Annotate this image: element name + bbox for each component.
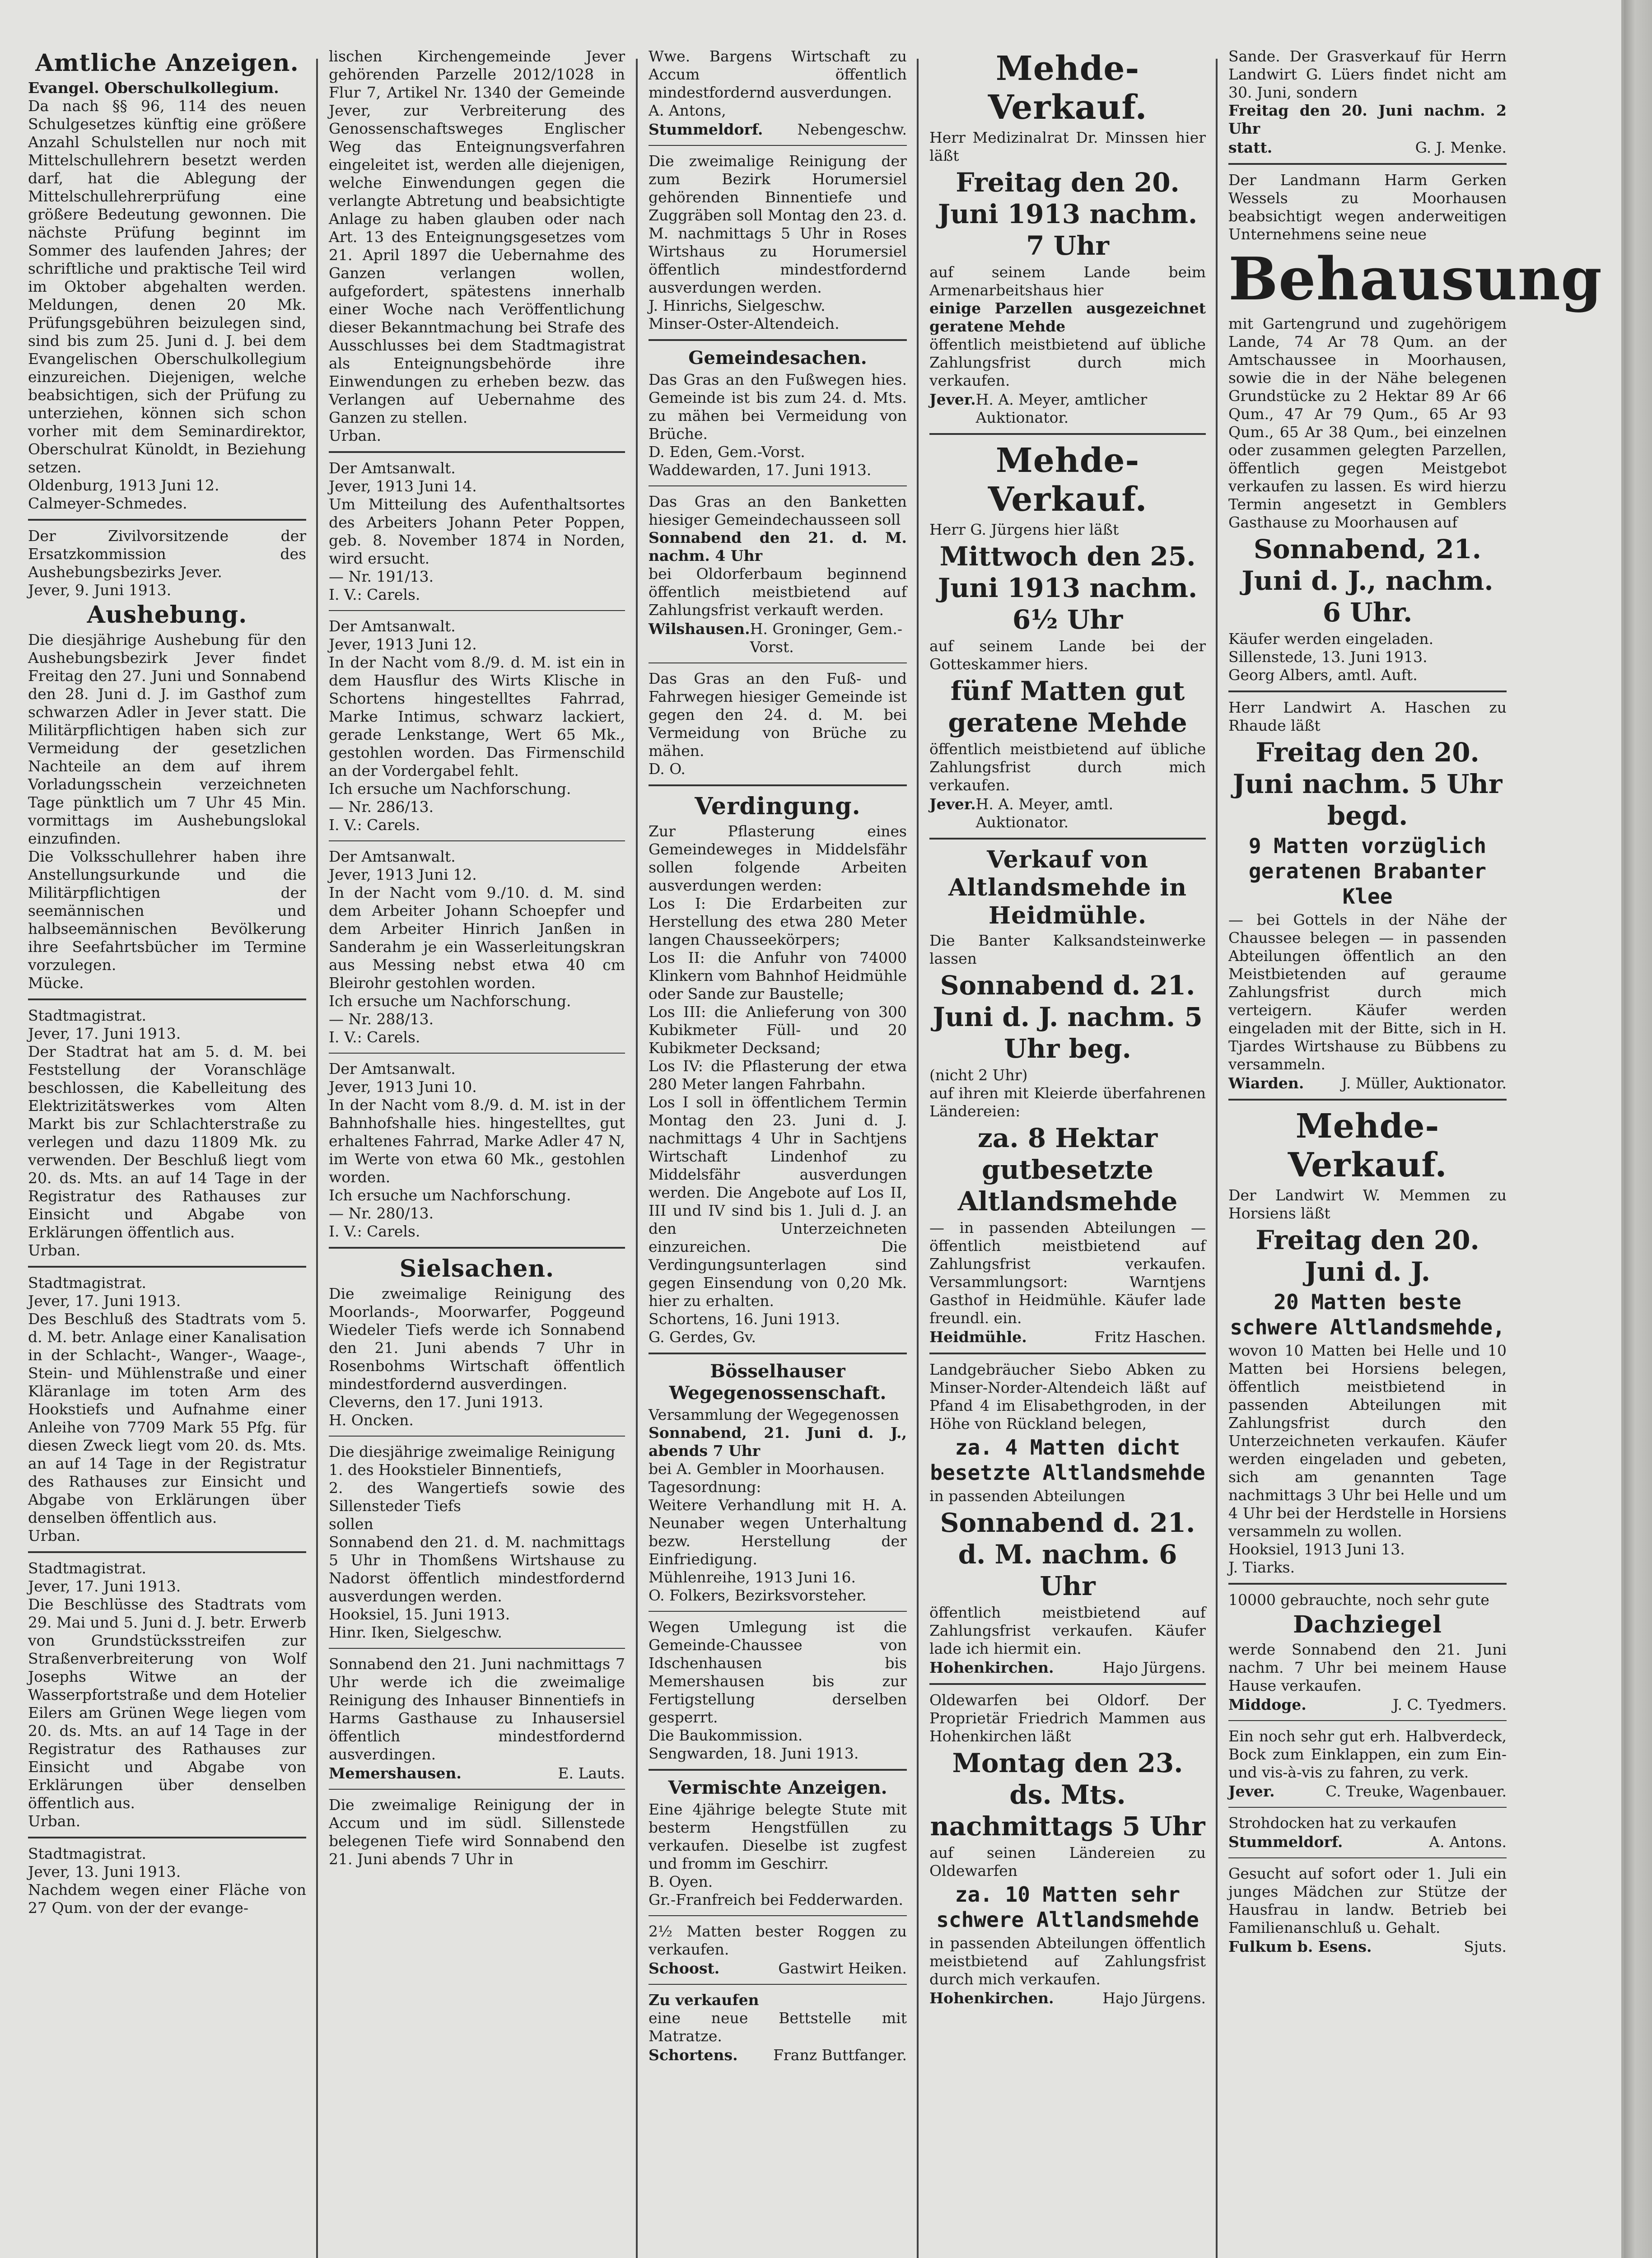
notice-place: Minser-Oster-Altendeich. (649, 315, 840, 332)
notice-body: Die Volksschullehrer haben ihre Anstellungsurkunde und die Militärpflichtigen der seemännischen und halbseemännischen Bevölkerung ihre Seefahrtsbücher im Termine vorzulegen. (28, 848, 306, 974)
ad-date-emphasis: Freitag den 20. Juni nachm. 5 Uhr begd. (1232, 737, 1503, 831)
notice-body: Das Gras an den Banketten hiesiger Gemeindechausseen soll (649, 493, 907, 528)
list-item: sollen (329, 1515, 373, 1533)
column-rule (316, 59, 318, 2258)
notice-signature: I. V.: Carels. (329, 1028, 420, 1046)
column-2 (319, 47, 635, 2258)
ad-signature: A. Antons. (1429, 1833, 1507, 1851)
notice-heading: Verdingung. (695, 793, 861, 820)
ad-date-emphasis: Sonnabend d. 21. d. M. nachm. 6 Uhr (940, 1507, 1195, 1601)
notice-date: Jever, 13. Juni 1913. (28, 1863, 181, 1880)
divider (1228, 1807, 1507, 1808)
ad-signature-line (649, 1959, 907, 1978)
ad-place: Fulkum b. Esens. (1228, 1938, 1372, 1955)
notice-signature: Urban. (28, 1241, 81, 1259)
ad-signature: J. Müller, Auktionator. (1341, 1074, 1507, 1092)
ad-item-emphasis: za. 4 Matten dicht besetzte Altlandsmehde (930, 1435, 1205, 1485)
ad-place: Schoost. (649, 1959, 720, 1977)
notice-date: Jever, 1913 Juni 10. (329, 1078, 477, 1096)
divider (649, 1915, 907, 1916)
notice-date: Jever, 1913 Juni 12. (329, 635, 477, 653)
ad-body: Landgebräucher Siebo Abken zu Minser-Norder-Altendeich läßt auf Pfand 4 im Elisabethgroden, in der Höhe von Rückland belegen, (929, 1361, 1206, 1432)
divider (649, 1769, 907, 1771)
divider (649, 485, 907, 486)
ad-body: Oldewarfen bei Oldorf. Der Proprietär Friedrich Mammen aus Hohenkirchen läßt (929, 1691, 1206, 1745)
ad-signature: Georg Albers, amtl. Auft. (1228, 666, 1418, 684)
ad-place: Middoge. (1228, 1696, 1307, 1713)
list-item: Los II: die Anfuhr von 74000 Klinkern vom Bahnhof Heidmühle oder Sande zur Baustelle; (649, 949, 907, 1003)
notice-signature: H. Oncken. (329, 1411, 414, 1429)
notice-body: Die zweimalige Reinigung der in Accum und im südl. Sillenstede belegenen Tiefe wird Sonnabend den 21. Juni abends 7 Uhr in (329, 1796, 625, 1868)
ad-signature-line (1228, 1833, 1507, 1851)
divider (329, 1789, 625, 1790)
ad-body: Die Banter Kalksandsteinwerke lassen (929, 932, 1206, 967)
notice-body: Die diesjährige zweimalige Reinigung (329, 1443, 616, 1460)
ad-date-emphasis: Sonnabend d. 21. Juni d. J. nachm. 5 Uhr beg. (933, 970, 1203, 1064)
notice-heading: Der Amtsanwalt. (329, 1060, 456, 1078)
notice-place: Memershausen. (329, 1764, 462, 1782)
notice-sielsachen (329, 1285, 625, 1429)
ad-strohdocken (1228, 1814, 1507, 1851)
notice-signature: Hinr. Iken, Sielgeschw. (329, 1624, 502, 1641)
notice-agenda-label: Tagesordnung: (649, 1478, 761, 1496)
notice-body: Da nach §§ 96, 114 des neuen Schulgesetzes künftig eine größere Anzahl Schulstellen nur noch mit Mittelschullehrern besetzt werden darf, hat die Ablegung der Mittelschullehrerprüfung eine größere Bedeutung gewonnen. Die nächste Prüfung beginnt im Sommer des laufenden Jahres; der schriftliche und praktische Teil wird im Oktober abgehalten werden. Meldungen, denen 20 Mk. Prüfungsgebühren beizulegen sind, sind bis zum 25. Juni d. J. bei dem Evangelischen Oberschulkollegium einzureichen. Diejenigen, welche beabsichtigen, sich der Prüfung zu unterziehen, können sich schon vorher mit dem Seminardirektor, Oberschulrat Künoldt, in Beziehung setzen. (28, 97, 306, 476)
notice-date: Waddewarden, 17. Juni 1913. (649, 461, 872, 479)
ad-body: in passenden Abteilungen (929, 1487, 1125, 1505)
page-edge (1624, 0, 1652, 2258)
ad-body: Herr G. Jürgens hier läßt (929, 521, 1119, 538)
divider (929, 433, 1206, 435)
divider (28, 1551, 306, 1553)
notice-date: Jever, 1913 Juni 12. (329, 866, 477, 883)
notice-reference: — Nr. 191/13. (329, 568, 434, 585)
notice-heading: Stadtmagistrat. (28, 1274, 146, 1292)
notice-request: Ich ersuche um Nachforschung. (329, 992, 571, 1010)
ad-item-emphasis: za. 8 Hektar gutbesetzte Altlandsmehde (957, 1123, 1178, 1217)
notice-signature: Calmeyer-Schmedes. (28, 495, 187, 512)
notice-body: Sonnabend den 21. d. M. nachmittags 5 Uhr in Thomßens Wirtshause zu Nadorst öffentlich mindestfordernd ausverdungen werden. (329, 1533, 625, 1605)
ad-place: Heidmühle. (929, 1328, 1027, 1346)
ad-signature: Hajo Jürgens. (1102, 1659, 1206, 1676)
notice-date-emphasis: Sonnabend, 21. Juni d. J., abends 7 Uhr (649, 1424, 907, 1460)
notice-heading: Stadtmagistrat. (28, 1007, 146, 1024)
ad-place: Gr.-Franfreich bei Fedderwarden. (649, 1891, 904, 1908)
ad-body: 10000 gebrauchte, noch sehr gute (1228, 1591, 1489, 1609)
list-item: Los IV: die Pflasterung der etwa 280 Meter langen Fahrbahn. (649, 1057, 907, 1093)
ad-dachziegel (1228, 1591, 1507, 1714)
divider (1228, 1583, 1507, 1585)
ad-behausung (1228, 171, 1602, 684)
notice-heading: Der Amtsanwalt. (329, 617, 456, 635)
notice-place: Wilshausen. (649, 620, 750, 638)
divider (649, 339, 907, 341)
notice-body: Zur Pflasterung eines Gemeindeweges in Middelsfähr sollen folgende Arbeiten ausverdungen werden: (649, 822, 907, 894)
notice-date: Jever, 17. Juni 1913. (28, 1025, 181, 1042)
ad-place: Jever. (929, 795, 976, 813)
ad-signature-line (929, 795, 1206, 831)
notice-body: Die diesjährige Aushebung für den Aushebungsbezirk Jever findet Freitag den 27. Juni und Sonnabend den 28. Juni d. J. im Gasthof zum schwarzen Adler in Jever statt. Die Militärpflichtigen haben sich zur Vermeidung der gesetzlichen Nachteile an dem auf ihrem Vorladungsschein verzeichneten Tage pünktlich um 7 Uhr 45 Min. vormittags im Aushebungslokal einzufinden. (28, 631, 306, 847)
ad-elisabethgroden (929, 1361, 1206, 1677)
ad-signature: C. Treuke, Wagenbauer. (1325, 1782, 1507, 1800)
ad-signature: Hajo Jürgens. (1102, 1989, 1206, 2007)
ad-body: auf seinem Lande beim Armenarbeitshaus hier (929, 263, 1206, 299)
ad-signature: J. Tiarks. (1228, 1558, 1295, 1576)
ad-body: in passenden Abteilungen öffentlich meistbietend auf Zahlungsfrist durch mich verkaufen. (929, 1934, 1206, 1988)
notice-signature: Nebengeschw. (797, 121, 907, 138)
notice-intro: Der Zivilvorsitzende der Ersatzkommission des Aushebungsbezirks Jever. (28, 527, 306, 581)
ad-body: öffentlich meistbietend auf übliche Zahlungsfrist durch mich verkaufen. (929, 740, 1206, 794)
ad-body: Sande. Der Grasverkauf für Herrn Landwirt G. Lüers findet nicht am 30. Juni, sondern (1228, 47, 1507, 101)
ad-item-emphasis: 9 Matten vorzüglich geratenen Brabanter Klee (1248, 834, 1487, 909)
column-5 (1218, 47, 1602, 2258)
notice-request: Ich ersuche um Nachforschung. (329, 780, 571, 798)
divider (329, 1436, 625, 1437)
divider (649, 662, 907, 663)
notice-stadtmagistrat (28, 1274, 306, 1545)
ad-body: mit Gartengrund und zugehörigem Lande, 74 Ar 78 Qum. an der Amtschaussee in Moorhausen, sowie die in der Nähe belegenen Grundstücke zu 2 Hektar 89 Ar 66 Qum., 47 Ar 79 Qum., 65 Ar 93 Qum., 65 Ar 38 Qum., bei einzelnen oder zusammen gelegten Parzellen, öffentlich gegen Meistgebot verkaufen zu lassen. Es wird hierzu Termin angesetzt in Gemblers Gasthause zu Moorhausen auf (1228, 315, 1507, 531)
notice-date: Cleverns, den 17. Juni 1913. (329, 1393, 544, 1411)
notice-date: Jever, 9. Juni 1913. (28, 581, 172, 599)
divider (329, 1053, 625, 1054)
ad-signature: H. A. Meyer, amtlicher Auktionator. (975, 391, 1148, 426)
notice-body: Des Beschluß des Stadtrats vom 5. d. M. betr. Anlage einer Kanalisation in der Schlacht-, Wanger-, Waage-, Stein- und Mühlenstraße und einer Kläranlage im toten Arm des Hookstiefs und Aufnahme einer Anleihe von 7709 Mark 55 Pfg. für diesen Zweck liegt vom 20. ds. Mts. an auf 14 Tage in der Registratur des Rathauses zur Einsicht und Abgabe von Erklärungen über denselben öffentlich aus. (28, 1310, 306, 1526)
ad-halbverdeck (1228, 1727, 1507, 1801)
ad-stute (649, 1801, 907, 1909)
ad-place: Wiarden. (1228, 1074, 1304, 1092)
section-header: Amtliche Anzeigen. (35, 49, 299, 77)
ad-body: Der Landwirt W. Memmen zu Horsiens läßt (1228, 1186, 1507, 1222)
notice-signature: A. Antons, (649, 102, 726, 119)
notice-inhauser (329, 1655, 625, 1782)
divider (649, 784, 907, 786)
divider (1228, 1857, 1507, 1858)
notice-stadtmagistrat (28, 1845, 306, 1917)
notice-date: Jever, 1913 Juni 14. (329, 477, 477, 495)
notice-reference: — Nr. 286/13. (329, 798, 434, 816)
ad-signature: G. J. Menke. (1415, 139, 1507, 156)
notice-amtsanwalt (329, 1060, 625, 1241)
column-1 (18, 47, 316, 2258)
notice-signature: H. Groninger, Gem.-Vorst. (750, 620, 902, 656)
column-3 (639, 47, 917, 2258)
notice-heading: Bösselhauser Wegegenossenschaft. (669, 1361, 887, 1404)
notice-signature: G. Gerdes, Gv. (649, 1328, 756, 1346)
notice-date: Sengwarden, 18. Juni 1913. (649, 1745, 859, 1762)
notice-aushebung (28, 527, 306, 992)
ad-body: Herr Medizinalrat Dr. Minssen hier läßt (929, 129, 1206, 164)
notice-body: Los I soll in öffentlichem Termin Montag den 23. Juni d. J. nachmittags 4 Uhr in Sachtjens Wirtschaft Lindenhof zu Middelsfähr ausverdungen werden. Die Angebote auf Los II, III und IV sind bis 1. Juli d. J. an den Unterzeichneten einzureichen. Die Verdingungsunterlagen sind gegen Einsendung von 0,20 Mk. hier zu erhalten. (649, 1093, 907, 1310)
notice-body: Sonnabend den 21. Juni nachmittags 7 Uhr werde ich die zweimalige Reinigung des Inhauser Binnentiefs in Harms Gasthause zu Inhausersiel öffentlich mindestfordernd ausverdingen. (329, 1655, 625, 1763)
ad-body: Käufer werden eingeladen. (1228, 630, 1434, 648)
ad-roggen (649, 1922, 907, 1978)
notice-body: Weitere Verhandlung mit H. A. Neunaber wegen Unterhaltung bezw. Herstellung der Einfriedigung. (649, 1496, 907, 1568)
ad-signature-line (1228, 1782, 1507, 1801)
notice-chaussee (649, 1618, 907, 1763)
ad-place: Schortens. (649, 2046, 738, 2064)
notice-body: In der Nacht vom 9./10. d. M. sind dem Arbeiter Johann Schoepfer und dem Arbeiter Hinrich Janßen in Sanderahm je ein Wasserleitungskran aus Messing nebst etwa 40 cm Bleirohr gestohlen worden. (329, 884, 625, 992)
notice-body: Der Stadtrat hat am 5. d. M. bei Feststellung der Voranschläge beschlossen, die Kabelleitung des Elektrizitätswerkes vom Alten Markt bis zur Schlachterstraße zu verlegen und dazu 11809 Mk. zu verwenden. Der Beschluß liegt vom 20. ds. Mts. an auf 14 Tage in der Registratur des Rathauses zur Einsicht und Abgabe von Erklärungen öffentlich aus. (28, 1043, 306, 1241)
ad-signature: Gastwirt Heiken. (778, 1959, 907, 1977)
notice-date: Schortens, 16. Juni 1913. (649, 1310, 840, 1328)
ad-signature: B. Oyen. (649, 1873, 713, 1890)
divider (929, 1683, 1206, 1685)
notice-bankette (649, 493, 907, 656)
divider (1228, 163, 1507, 165)
notice-date: Jever, 17. Juni 1913. (28, 1292, 181, 1310)
notice-heading: Stadtmagistrat. (28, 1559, 146, 1577)
list-item: 1. des Hookstieler Binnentiefs, (329, 1461, 562, 1479)
ad-item-emphasis: 20 Matten beste schwere Altlandsmehde, (1230, 1290, 1505, 1339)
ad-body: auf seinem Lande bei der Gotteskammer hiers. (929, 637, 1206, 673)
notice-signature: D. Eden, Gem.-Vorst. (649, 443, 805, 461)
ad-note: (nicht 2 Uhr) (929, 1066, 1028, 1084)
ad-heading: Mehde-Verkauf. (988, 49, 1148, 127)
notice-body: In der Nacht vom 8./9. d. M. ist in der Bahnhofshalle hies. hingestelltes, gut erhaltenes Fahrrad, Marke Adler 47 N, im Werte von etwa 60 Mk., gestohlen worden. (329, 1096, 625, 1186)
ad-place: Stummeldorf. (1228, 1833, 1343, 1851)
divider (649, 145, 907, 146)
ad-body: Ein noch sehr gut erh. Halbverdeck, Bock zum Einklappen, ein zum Ein- und vis-à-vis zu fahren, zu verk. (1228, 1727, 1507, 1781)
ad-date-emphasis: Montag den 23. ds. Mts. nachmittags 5 Uhr (930, 1748, 1205, 1842)
ad-signature-line (1228, 1074, 1507, 1092)
ad-body: — in passenden Abteilungen — öffentlich meistbietend auf Zahlungsfrist verkaufen. Versammlungsort: Warntjens Gasthof in Heidmühle. Käufer lade freundl. ein. (929, 1219, 1206, 1327)
notice-heading: Der Amtsanwalt. (329, 848, 456, 865)
ad-body: Gesucht auf sofort oder 1. Juli ein junges Mädchen zur Stütze der Hausfrau in landw. Betrieb bei Familienanschluß u. Gehalt. (1228, 1865, 1507, 1936)
notice-body: bei A. Gembler in Moorhausen. (649, 1460, 885, 1478)
notice-body: Wwe. Bargens Wirtschaft zu Accum öffentlich mindestfordernd ausverdungen. (649, 47, 907, 101)
ad-signature: Sjuts. (1464, 1938, 1507, 1955)
column-rule (917, 59, 919, 2258)
notice-fahrwege (649, 670, 907, 778)
ad-body: Eine 4jährige belegte Stute mit besterm Hengstfüllen zu verkaufen. Dieselbe ist zugfest und fromm im Geschirr. (649, 1801, 907, 1872)
ad-date-emphasis: Freitag den 20. Juni 1913 nachm. 7 Uhr (938, 167, 1198, 261)
section-header: Sielsachen. (399, 1255, 555, 1283)
ad-body: statt. (1228, 139, 1273, 156)
ad-date-emphasis: Freitag den 20. Juni d. J. (1255, 1225, 1479, 1287)
ad-heading: Behausung (1228, 244, 1602, 313)
list-item: Los III: die Anlieferung von 300 Kubikmeter Füll- und 20 Kubikmeter Decksand; (649, 1003, 907, 1057)
divider (649, 1611, 907, 1612)
notice-signature: I. V.: Carels. (329, 1222, 420, 1240)
ad-maedchen (1228, 1865, 1507, 1956)
notice-date: Jever, 17. Juni 1913. (28, 1577, 181, 1595)
notice-wegegenossenschaft (649, 1406, 907, 1605)
ad-grasverkauf (1228, 47, 1507, 157)
ad-brabanter-klee (1228, 699, 1507, 1092)
notice-heading: Der Amtsanwalt. (329, 459, 456, 477)
divider (329, 1247, 625, 1249)
ad-mehde-verkauf (929, 129, 1206, 427)
ad-date: Hooksiel, 1913 Juni 13. (1228, 1540, 1405, 1558)
ad-signature: H. A. Meyer, amtl. Auktionator. (975, 795, 1114, 831)
notice-gemeinde (649, 371, 907, 479)
notice-horumersiel (649, 152, 907, 333)
column-rule (636, 59, 638, 2258)
divider (649, 1984, 907, 1985)
divider (929, 1353, 1206, 1354)
notice-body: Das Gras an den Fuß- und Fahrwegen hiesiger Gemeinde ist gegen den 24. d. M. bei Vermeidung von Brüche zu mähen. (649, 670, 907, 760)
notice-body: Die zweimalige Reinigung des Moorlands-, Moorwarfer, Poggeund Wiedeler Tiefs werde ich Sonnabend den 21. Juni abends 7 Uhr in Rosenbohms Wirtschaft öffentlich mindestfordernd ausverdingen. (329, 1285, 625, 1393)
ad-date: Sillenstede, 13. Juni 1913. (1228, 648, 1428, 666)
divider (28, 519, 306, 521)
notice-signature: Urban. (329, 427, 382, 444)
ad-place: Jever. (1228, 1782, 1275, 1800)
notice-reference: — Nr. 288/13. (329, 1010, 434, 1028)
ad-signature: Fritz Haschen. (1094, 1328, 1206, 1346)
ad-signature-line (1228, 1696, 1507, 1714)
divider (1228, 1099, 1507, 1101)
notice-body: lischen Kirchengemeinde Jever gehörenden Parzelle 2012/1028 in Flur 7, Artikel Nr. 1340 der Gemeinde Jever, zur Verbreiterung des Genossenschaftsweges Englischer Weg das Enteignungsverfahren eingeleitet ist, werden alle diejenigen, welche Einwendungen gegen die verlangte Abtretung und beabsichtigte Anlage zu haben glauben oder nach Art. 13 des Enteignungsgesetzes vom 21. April 1897 die Uebernahme des Ganzen verlangen wollen, aufgefordert, spätestens innerhalb einer Woche nach Veröffentlichung dieser Bekanntmachung bei Strafe des Ausschlusses bei dem Stadtmagistrat als Enteignungsbehörde ihre Einwendungen zu erheben bezw. das Verlangen auf Uebernahme des Ganzen zu stellen. (329, 47, 625, 426)
ad-signature: J. C. Tyedmers. (1392, 1696, 1507, 1713)
notice-request: Ich ersuche um Nachforschung. (329, 1186, 571, 1204)
notice-signature: Urban. (28, 1527, 81, 1544)
ad-date-emphasis: Mittwoch den 25. Juni 1913 nachm. 6½ Uhr (938, 541, 1198, 635)
divider (1228, 690, 1507, 692)
ad-heading: Mehde-Verkauf. (1288, 1107, 1447, 1185)
notice-signature-line (329, 1764, 625, 1782)
notice-signature: E. Lauts. (558, 1764, 625, 1782)
notice-date: Oldenburg, 1913 Juni 12. (28, 476, 219, 494)
ad-body: 2½ Matten bester Roggen zu verkaufen. (649, 1922, 907, 1958)
ad-signature-line (929, 1659, 1206, 1677)
divider (329, 840, 625, 841)
notice-signature: I. V.: Carels. (329, 816, 420, 834)
notice-heading: Stadtmagistrat. (28, 1845, 146, 1862)
column-rule (1216, 59, 1218, 2258)
notice-body: Das Gras an den Fußwegen hies. Gemeinde ist bis zum 24. d. Mts. zu mähen bei Vermeidung von Brüche. (649, 371, 907, 443)
ad-body: auf seinen Ländereien zu Oldewarfen (929, 1844, 1206, 1880)
ad-body: — bei Gottels in der Nähe der Chaussee belegen — in passenden Abteilungen öffentlich an den Meistbietenden auf geraume Zahlungsfrist durch mich verteigern. Käufer werden eingeladen mit der Bitte, sich in H. Tjardes Wirtshause zu Bübbens zu versammeln. (1228, 911, 1507, 1073)
divider (28, 998, 306, 1000)
ad-signature-line (929, 1328, 1206, 1346)
ad-signature-line (929, 1989, 1206, 2007)
ad-signature-line (1228, 1938, 1507, 1956)
column-4 (919, 47, 1216, 2258)
ad-signature-line (649, 2046, 907, 2064)
notice-amtsanwalt (329, 459, 625, 604)
ad-date-emphasis: Freitag den 20. Juni nachm. 2 Uhr (1228, 102, 1507, 137)
notice-signature: I. V.: Carels. (329, 586, 420, 603)
divider (28, 1837, 306, 1838)
notice-date: Mühlenreihe, 1913 Juni 16. (649, 1568, 856, 1586)
divider (929, 838, 1206, 840)
notice-title: Evangel. Oberschulkollegium. (28, 79, 279, 97)
notice-date-emphasis: Sonnabend den 21. d. M. nachm. 4 Uhr (649, 529, 907, 564)
ad-body: auf ihren mit Kleierde überfahrenen Ländereien: (929, 1084, 1206, 1120)
ad-body: Herr Landwirt A. Haschen zu Rhaude läßt (1228, 699, 1507, 734)
ad-item-emphasis: za. 10 Matten sehr schwere Altlandsmehde (936, 1882, 1199, 1932)
list-item: Los I: Die Erdarbeiten zur Herstellung des etwa 280 Meter langen Chausseekörpers; (649, 895, 907, 948)
ad-heading: Dachziegel (1293, 1611, 1442, 1638)
notice-signature: Urban. (28, 1812, 81, 1830)
notice-reinigung (329, 1443, 625, 1642)
ad-heading: Zu verkaufen (649, 1991, 759, 2009)
ad-signature-line (1228, 139, 1507, 157)
ad-body: Strohdocken hat zu verkaufen (1228, 1814, 1457, 1832)
notice-reference: — Nr. 280/13. (329, 1204, 434, 1222)
ad-place: Hohenkirchen. (929, 1989, 1054, 2007)
notice-stadtmagistrat (28, 1559, 306, 1830)
notice-date: Hooksiel, 15. Juni 1913. (329, 1605, 510, 1623)
notice-body: Die zweimalige Reinigung der zum Bezirk Horumersiel gehörenden Binnentiefe und Zuggräben soll Montag den 23. d. M. nachmittags 5 Uhr in Roses Wirtshaus zu Horumersiel öffentlich mindestfordernd ausverdungen werden. (649, 152, 907, 296)
notice-place: Stummeldorf. (649, 121, 763, 138)
notice-verdingung (649, 822, 907, 1346)
notice-signature: Die Baukommission. (649, 1726, 803, 1744)
divider (329, 610, 625, 611)
notice-body: In der Nacht vom 8./9. d. M. ist ein in dem Hausflur des Wirts Klische in Schortens hingestelltes Fahrrad, Marke Intimus, schwarz lackiert, gerade Lenkstange, Wert 65 Mk., gestohlen worden. Das Firmenschild an der Vordergabel fehlt. (329, 653, 625, 779)
ad-heading: Verkauf von Altlandsmehde in Heidmühle. (948, 846, 1187, 929)
notice-body: Nachdem wegen einer Fläche von 27 Qum. von der der evange- (28, 1881, 306, 1917)
ad-signature: Franz Buttfanger. (773, 2046, 907, 2064)
ad-body: öffentlich meistbietend auf übliche Zahlungsfrist durch mich verkaufen. (929, 336, 1206, 389)
notice-body: Um Mitteilung des Aufenthaltsortes des Arbeiters Johann Peter Poppen, geb. 8. November 1874 in Norden, wird ersucht. (329, 495, 625, 567)
ad-body: Der Landmann Harm Gerken Wessels zu Moorhausen beabsichtigt wegen anderweitigen Unternehmens seine neue (1228, 171, 1507, 243)
ad-item-emphasis: einige Parzellen ausgezeichnet geratene Mehde (929, 299, 1206, 335)
notice-amtsanwalt (329, 617, 625, 834)
section-header: Vermischte Anzeigen. (668, 1777, 887, 1798)
ad-altlandsmehde (929, 932, 1206, 1346)
notice-accum (329, 1796, 625, 1868)
section-header: Gemeindesachen. (688, 347, 867, 369)
ad-place: Jever. (929, 391, 976, 408)
notice-body: bei Oldorferbaum beginnend öffentlich meistbietend auf Zahlungsfrist verkauft werden. (649, 565, 907, 619)
ad-body: eine neue Bettstelle mit Matratze. (649, 2009, 907, 2045)
notice-signature: Mücke. (28, 974, 84, 992)
ad-body: öffentlich meistbietend auf Zahlungsfrist verkaufen. Käufer lade ich hiermit ein. (929, 1604, 1206, 1657)
notice-stadtmagistrat (28, 1007, 306, 1260)
ad-body: wovon 10 Matten bei Helle und 10 Matten bei Horsiens belegen, öffentlich meistbietend in passenden Abteilungen mit Zahlungsfrist durch den Unterzeichneten verkaufen. Käufer werden eingeladen und gebeten, sich am genannten Tage nachmittags 3 Uhr bei Helle und um 4 Uhr bei der Herdstelle in Horsiens versammeln zu wollen. (1228, 1342, 1507, 1540)
notice-signature-line (649, 121, 907, 139)
divider (329, 451, 625, 453)
ad-mehde-horsiens (1228, 1186, 1507, 1577)
notice-signature: D. O. (649, 760, 686, 778)
notice-signature: J. Hinrichs, Sielgeschw. (649, 297, 826, 314)
list-item: 2. des Wangertiefs sowie des Sillensteder Tiefs (329, 1479, 625, 1515)
notice-amtsanwalt (329, 848, 625, 1046)
notice-enteignung (329, 47, 625, 445)
ad-bettstelle (649, 1991, 907, 2064)
divider (28, 1266, 306, 1268)
ad-heading: Mehde-Verkauf. (988, 441, 1148, 519)
notice-body: Wegen Umlegung ist die Gemeinde-Chaussee von Idschenhausen bis Memershausen bis zur Fertigstellung derselben gesperrt. (649, 1618, 907, 1726)
ad-signature-line (929, 391, 1206, 427)
notice-heading: Aushebung. (87, 601, 247, 629)
notice-oberschulkollegium (28, 79, 306, 513)
notice-signature-line (649, 620, 907, 656)
ad-body: werde Sonnabend den 21. Juni nachm. 7 Uhr bei meinem Hause Hause verkaufen. (1228, 1641, 1507, 1694)
divider (649, 1353, 907, 1354)
ad-oldewarfen (929, 1691, 1206, 2007)
notice-signature: O. Folkers, Bezirksvorsteher. (649, 1586, 867, 1604)
notice-body: Versammlung der Wegegenossen (649, 1406, 899, 1423)
divider (329, 1648, 625, 1649)
ad-mehde-verkauf (929, 521, 1206, 831)
ad-place: Hohenkirchen. (929, 1659, 1054, 1676)
ad-item-emphasis: fünf Matten gut geratene Mehde (948, 676, 1187, 738)
notice-accum-cont (649, 47, 907, 139)
divider (1228, 1720, 1507, 1721)
notice-body: Die Beschlüsse des Stadtrats vom 29. Mai und 5. Juni d. J. betr. Erwerb von Grundstücksstreifen zur Straßenverbreiterung von Wolf Josephs Witwe an der Wasserpfortstraße und dem Hotelier Eilers am Grünen Wege liegen vom 20. ds. Mts. an auf 14 Tage in der Registratur des Rathauses zur Einsicht und Abgabe von Erklärungen über denselben öffentlich aus. (28, 1596, 306, 1812)
ad-date-emphasis: Sonnabend, 21. Juni d. J., nachm. 6 Uhr. (1241, 534, 1493, 628)
